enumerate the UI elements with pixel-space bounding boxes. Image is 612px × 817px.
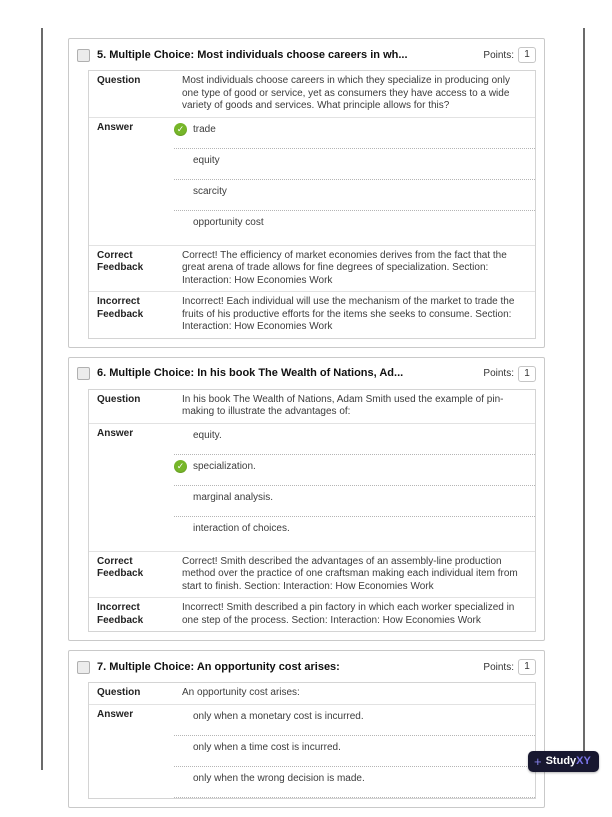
answer-option[interactable] <box>174 455 535 486</box>
answer-option[interactable] <box>174 705 535 736</box>
row-label: Answer <box>97 708 134 720</box>
studyxy-logo-badge[interactable] <box>528 751 599 772</box>
brand-study-text: Study <box>545 755 577 767</box>
icon-slot <box>174 429 193 442</box>
answer-option[interactable] <box>174 767 535 798</box>
question-checkbox[interactable] <box>77 49 90 62</box>
question-text: Most individuals choose careers in which they specialize in producing only one type of good or service, yet as consumers they have access to a wide variety of goods and services. What principle allows for this? <box>182 75 510 111</box>
question-checkbox[interactable] <box>77 367 90 380</box>
question-card-5 <box>68 38 545 348</box>
row-label: Answer <box>97 121 134 133</box>
icon-slot <box>174 522 193 535</box>
right-margin-line <box>583 28 585 770</box>
correct-check-icon: ✓ <box>174 460 187 473</box>
answer-option-label: only when a time cost is incurred. <box>193 741 341 753</box>
question-text: In his book The Wealth of Nations, Adam Smith used the example of pin-making to illustrate the advantages of: <box>182 393 504 417</box>
question-title: 6. Multiple Choice: In his book The Wealth of Nations, Ad... <box>97 367 404 379</box>
incorrect-feedback-row <box>89 291 535 338</box>
question-table <box>88 389 536 633</box>
answer-option[interactable] <box>174 424 535 455</box>
correct-feedback-row <box>89 551 535 598</box>
icon-slot <box>174 710 193 723</box>
question-header <box>77 45 536 70</box>
question-table <box>88 70 536 339</box>
row-label: Correct Feedback <box>97 249 144 273</box>
answer-row <box>89 117 535 245</box>
icon-slot <box>174 123 193 136</box>
question-title: 5. Multiple Choice: Most individuals choose careers in wh... <box>97 48 408 61</box>
question-row <box>89 683 535 704</box>
question-header <box>77 657 536 682</box>
points-group <box>483 366 536 382</box>
answer-row <box>89 423 535 551</box>
plus-icon: + <box>534 754 542 769</box>
icon-slot <box>174 216 193 229</box>
row-label: Correct Feedback <box>97 555 144 579</box>
icon-slot <box>174 772 193 785</box>
correct-feedback-text: Correct! Smith described the advantages of an assembly-line production method over the practice of one craftsman making each individual item from start to finish. Section: Interaction: How Economies Work <box>182 555 518 592</box>
answer-option-label: equity <box>193 154 220 166</box>
points-value: 1 <box>518 659 536 675</box>
row-label: Question <box>97 75 141 86</box>
answer-option[interactable] <box>174 486 535 517</box>
icon-slot <box>174 185 193 198</box>
points-group <box>483 659 536 675</box>
answer-options <box>174 705 535 798</box>
question-title: 7. Multiple Choice: An opportunity cost arises: <box>97 660 340 673</box>
answer-option[interactable] <box>174 517 535 551</box>
incorrect-feedback-row <box>89 597 535 631</box>
correct-feedback-row <box>89 245 535 292</box>
incorrect-feedback-text: Incorrect! Smith described a pin factory in which each worker specialized in one step of the process. Section: Interaction: How Economies Work <box>182 602 515 626</box>
answer-option-label: trade <box>193 123 216 135</box>
question-header <box>77 364 536 389</box>
answer-option-label: specialization. <box>193 460 256 472</box>
question-checkbox[interactable] <box>77 661 90 674</box>
question-text: An opportunity cost arises: <box>182 687 300 698</box>
icon-slot <box>174 741 193 754</box>
answer-options <box>174 118 535 245</box>
row-label: Answer <box>97 427 134 439</box>
row-label: Question <box>97 687 141 698</box>
answer-option-label: interaction of choices. <box>193 522 290 534</box>
points-label: Points: <box>483 661 514 673</box>
answer-option-label: opportunity cost <box>193 216 264 228</box>
answer-option-label: only when a monetary cost is incurred. <box>193 710 364 722</box>
row-label: Incorrect Feedback <box>97 296 144 320</box>
answer-option-label: equity. <box>193 429 222 441</box>
points-label: Points: <box>483 49 514 61</box>
answer-option-label: only when the wrong decision is made. <box>193 772 365 784</box>
incorrect-feedback-text: Incorrect! Each individual will use the mechanism of the market to trade the fruits of his productive efforts for the items she seeks to consume. Section: Interaction: How Economies Work <box>182 296 515 332</box>
question-row <box>89 71 535 117</box>
row-label: Incorrect Feedback <box>97 602 144 626</box>
correct-check-icon: ✓ <box>174 123 187 136</box>
answer-option[interactable] <box>174 180 535 211</box>
answer-option-label: scarcity <box>193 185 227 197</box>
question-row <box>89 390 535 423</box>
icon-slot <box>174 460 193 473</box>
answer-option[interactable] <box>174 149 535 180</box>
answer-option-label: marginal analysis. <box>193 491 274 503</box>
icon-slot <box>174 154 193 167</box>
question-card-6 <box>68 357 545 642</box>
points-label: Points: <box>483 368 514 379</box>
answer-option[interactable] <box>174 118 535 149</box>
question-card-7 <box>68 650 545 808</box>
answer-option[interactable] <box>174 211 535 245</box>
row-label: Question <box>97 393 141 405</box>
points-value: 1 <box>518 366 536 382</box>
correct-feedback-text: Correct! The efficiency of market economies derives from the fact that the great arena of trade allows for fine degrees of specialization. Section: Interaction: How Economies Work <box>182 249 507 286</box>
answer-options <box>174 424 535 551</box>
left-margin-line <box>41 28 43 770</box>
points-value: 1 <box>518 47 536 63</box>
question-table <box>88 682 536 799</box>
questions-list <box>68 38 545 817</box>
brand-xy-text: XY <box>576 755 591 767</box>
icon-slot <box>174 491 193 504</box>
points-group <box>483 47 536 63</box>
answer-option[interactable] <box>174 736 535 767</box>
answer-row <box>89 704 535 798</box>
